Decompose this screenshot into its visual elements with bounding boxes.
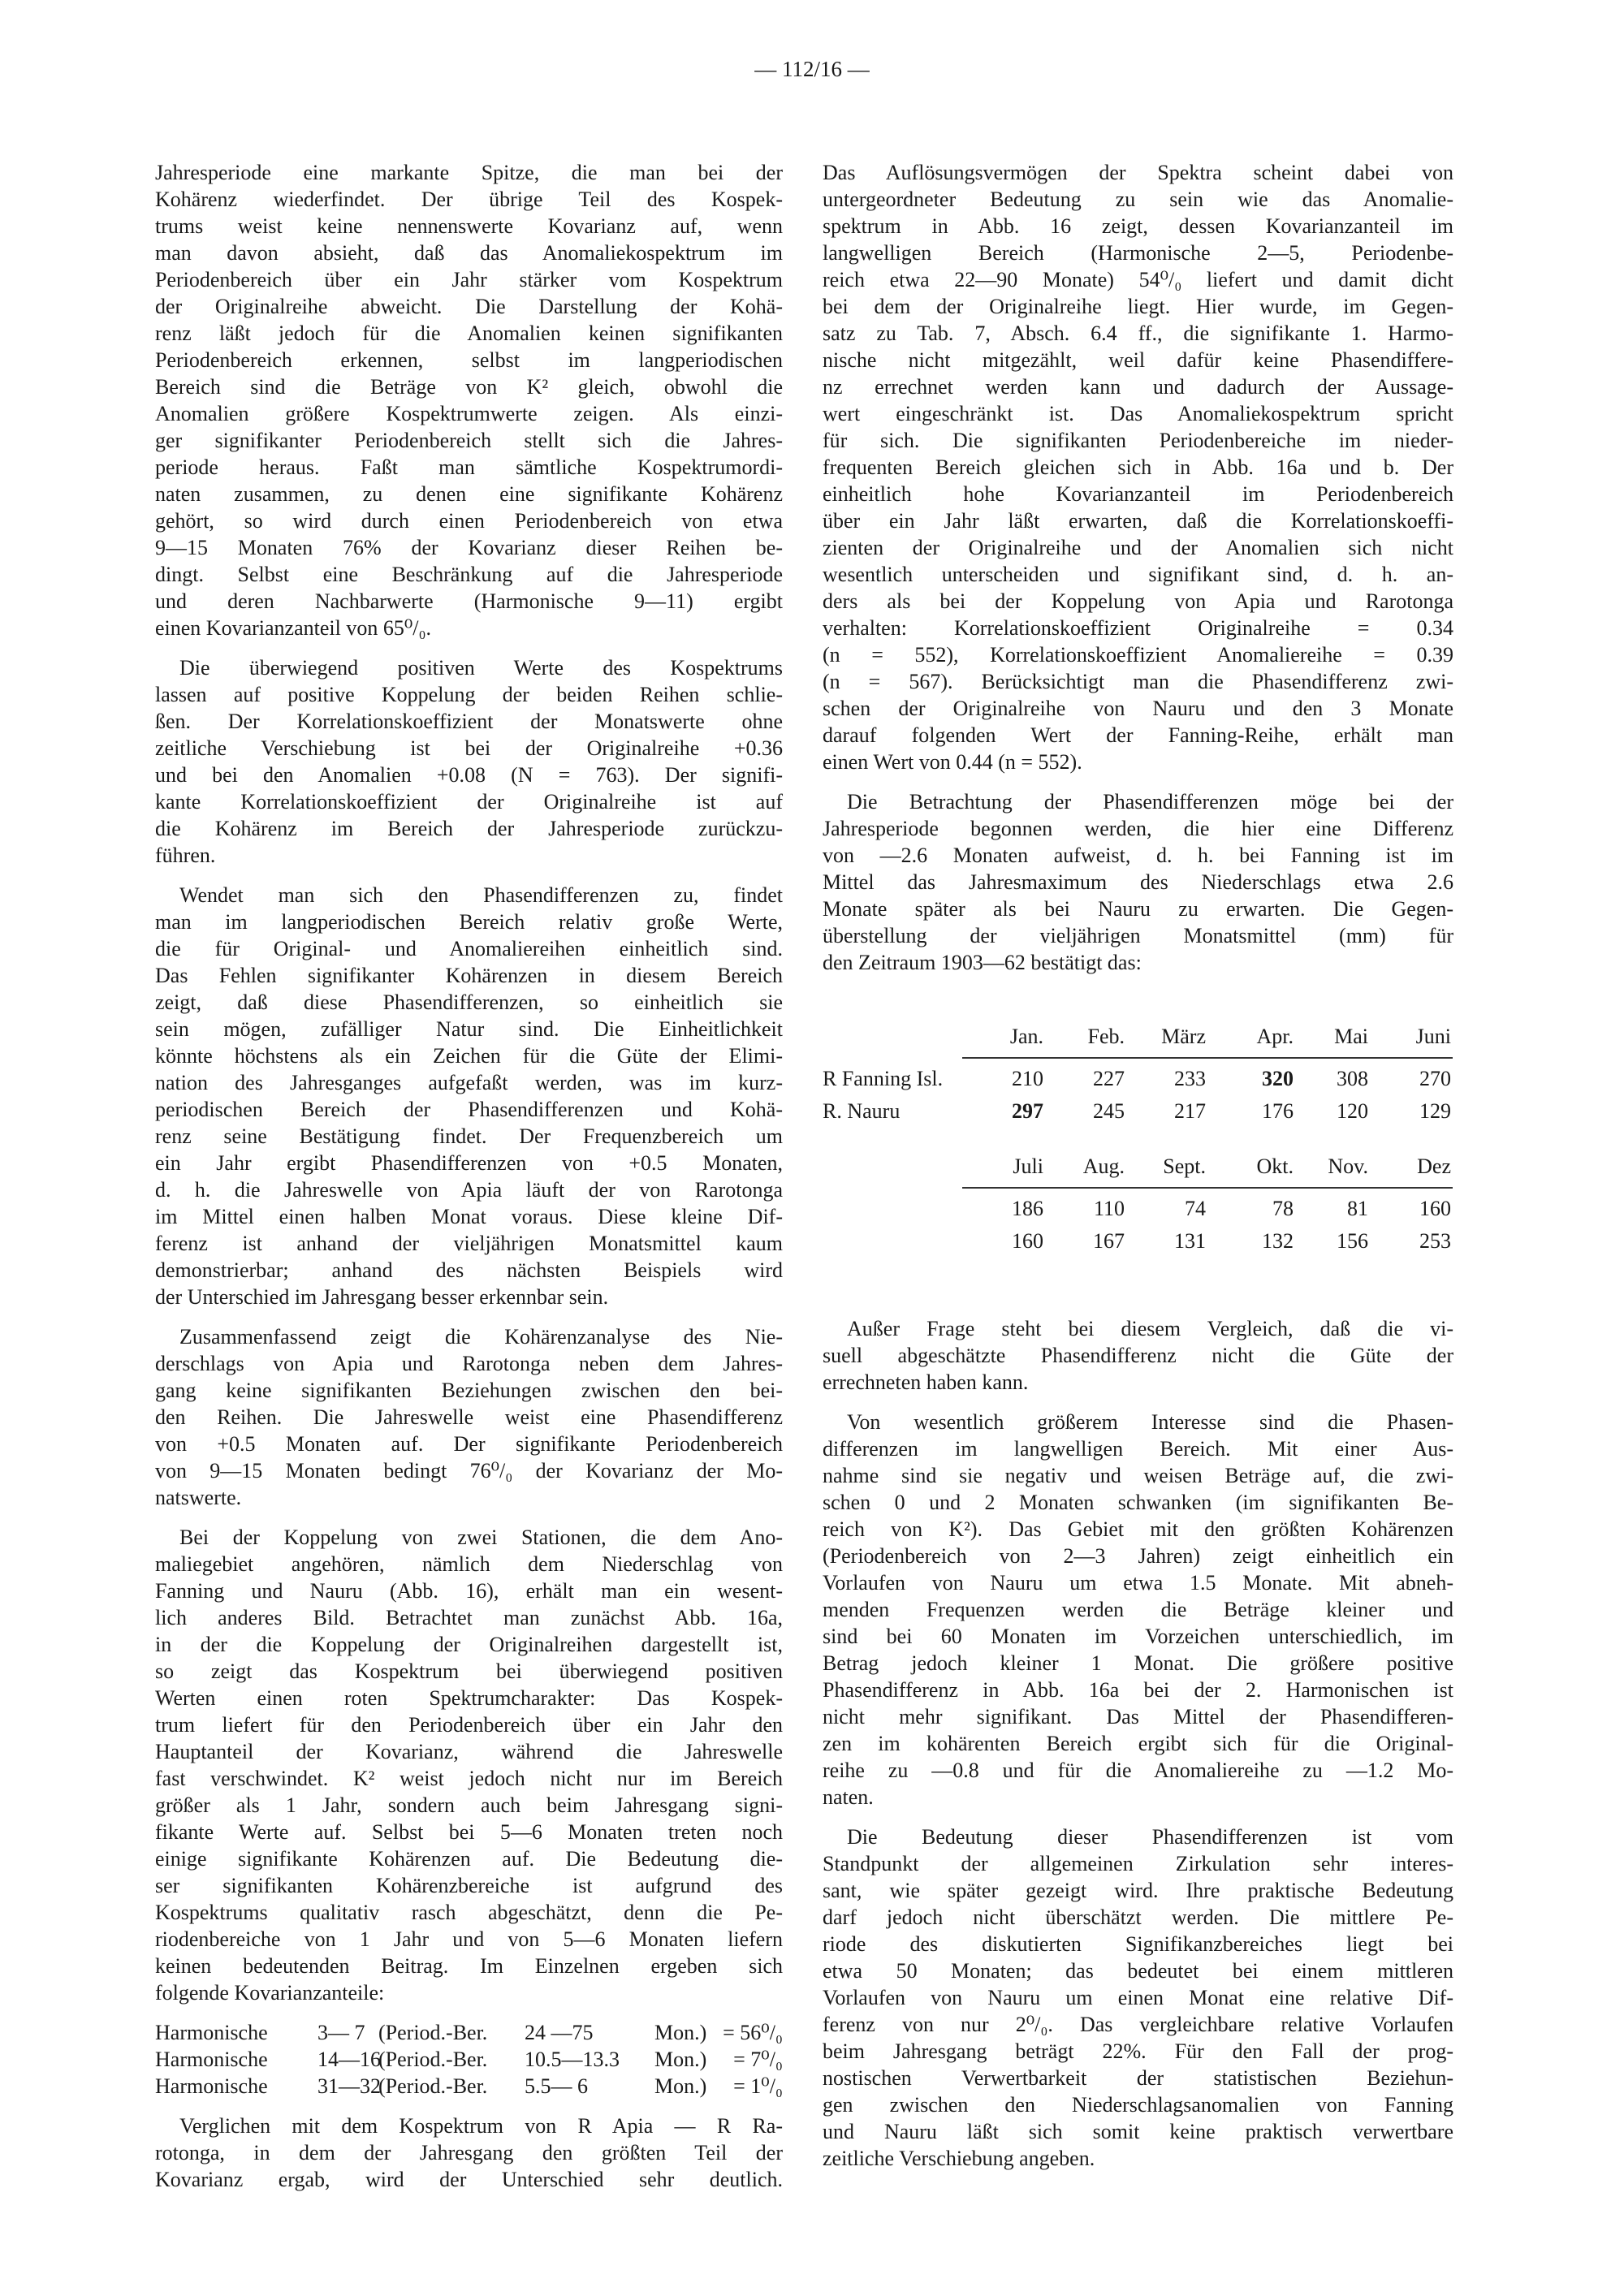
- text-line: renz seine Bestätigung findet. Der Frequenzbereich um: [155, 1124, 783, 1148]
- period-prefix: (Period.-Ber.: [378, 2074, 488, 2098]
- text-line: schen der Originalreihe von Nauru und den 3 Monate: [823, 697, 1453, 720]
- text-line: nostischen Verwertbarkeit der statistischen Beziehun-: [823, 2066, 1453, 2090]
- text-line: den Zeitraum 1903—62 bestätigt das:: [823, 951, 1142, 974]
- text-line: Betrag jedoch kleiner 1 Monat. Die größere positive: [823, 1651, 1453, 1675]
- column-header: Dez: [1417, 1154, 1451, 1178]
- column-header: Mai: [1334, 1025, 1368, 1048]
- text-line: nz errechnet werden kann und dadurch der Aussage-: [823, 375, 1453, 399]
- text-line: differenzen im langwelligen Bereich. Mit einer Aus-: [823, 1437, 1453, 1461]
- covariance-share: = 7⁰/₀: [733, 2048, 783, 2071]
- text-line: reihe zu —0.8 und für die Anomaliereihe zu —1.2 Mo-: [823, 1759, 1453, 1782]
- harmonic-range: 3— 7: [317, 2021, 365, 2044]
- table-cell: 78: [1272, 1197, 1294, 1220]
- text-line: d. h. die Jahreswelle von Apia läuft der von Rarotonga: [155, 1178, 783, 1202]
- table-cell: 74: [1185, 1197, 1206, 1220]
- table-row: [823, 1065, 1453, 1094]
- text-line: zen im kohärenten Bereich ergibt sich für die Original-: [823, 1732, 1453, 1755]
- harmonic-label: Harmonische: [155, 2048, 268, 2071]
- text-line: Kospektrums qualitativ rasch abgeschätzt, denn die Pe-: [155, 1901, 783, 1924]
- text-line: schen 0 und 2 Monaten schwanken (im signifikanten Be-: [823, 1491, 1453, 1514]
- paragraph: [823, 159, 1453, 775]
- text-line: führen.: [155, 844, 216, 867]
- text-line: ein Jahr ergibt Phasendifferenzen von +0.5 Monaten,: [155, 1151, 783, 1175]
- table-cell: 129: [1419, 1099, 1451, 1123]
- text-line: (n = 567). Berücksichtigt man die Phasendifferenz zwi-: [823, 670, 1453, 693]
- column-header: Juli: [1013, 1154, 1043, 1178]
- text-line: und deren Nachbarwerte (Harmonische 9—11) ergibt: [155, 589, 783, 613]
- paragraph: [155, 2113, 783, 2193]
- monthly-means-table: [823, 1023, 1453, 1267]
- text-line: naten.: [823, 1785, 874, 1809]
- text-line: naten zusammen, zu denen eine signifikante Kohärenz: [155, 482, 783, 506]
- text-line: trum liefert für den Periodenbereich über ein Jahr den: [155, 1713, 783, 1737]
- period-unit: Mon.): [654, 2021, 707, 2044]
- text-line: rotonga, in dem der Jahresgang den größten Teil der: [155, 2141, 783, 2164]
- text-line: Das Auflösungsvermögen der Spektra scheint dabei von: [823, 161, 1453, 184]
- text-line: die Kohärenz im Bereich der Jahresperiode zurückzu-: [155, 817, 783, 840]
- text-line: derschlags von Apia und Rarotonga neben dem Jahres-: [155, 1352, 783, 1375]
- text-line: Periodenbereich erkennen, selbst im langperiodischen: [155, 348, 783, 372]
- column-header: März: [1161, 1025, 1206, 1048]
- text-line: Fanning und Nauru (Abb. 16), erhält man ein wesent-: [155, 1579, 783, 1603]
- period-range: 5.5— 6: [525, 2074, 588, 2098]
- text-line: den Reihen. Die Jahreswelle weist eine Phasendifferenz: [155, 1405, 783, 1429]
- text-line: Periodenbereich über ein Jahr stärker vom Kospektrum: [155, 268, 783, 291]
- text-line: untergeordneter Bedeutung zu sein wie das Anomalie-: [823, 188, 1453, 211]
- text-line: fikante Werte auf. Selbst bei 5—6 Monaten treten noch: [155, 1820, 783, 1844]
- text-line: Die überwiegend positiven Werte des Kospektrums: [179, 656, 783, 680]
- period-prefix: (Period.-Ber.: [378, 2021, 488, 2044]
- text-line: frequenten Bereich gleichen sich in Abb. 16a und b. Der: [823, 455, 1453, 479]
- row-label: R Fanning Isl.: [823, 1067, 944, 1090]
- column-header: Nov.: [1328, 1154, 1368, 1178]
- table-cell: 131: [1174, 1229, 1206, 1253]
- table-cell: 176: [1262, 1099, 1294, 1123]
- paragraph: [155, 1323, 783, 1511]
- period-unit: Mon.): [654, 2074, 707, 2098]
- period-unit: Mon.): [654, 2048, 707, 2071]
- text-line: gang keine signifikanten Beziehungen zwischen den bei-: [155, 1379, 783, 1402]
- table-cell: 132: [1262, 1229, 1294, 1253]
- text-line: einheitlich hohe Kovarianzanteil im Periodenbereich: [823, 482, 1453, 506]
- text-line: Phasendifferenz in Abb. 16a bei der 2. Harmonischen ist: [823, 1678, 1453, 1702]
- text-line: im Mittel einen halben Monat voraus. Diese kleine Dif-: [155, 1205, 783, 1228]
- text-line: beim Jahresgang beträgt 22%. Für den Fall der prog-: [823, 2039, 1453, 2063]
- text-line: 9—15 Monaten 76% der Kovarianz dieser Reihen be-: [155, 536, 783, 559]
- text-line: Bei der Koppelung von zwei Stationen, die dem Ano-: [179, 1526, 783, 1549]
- column-header: Juni: [1415, 1025, 1451, 1048]
- text-line: etwa 50 Monaten; das bedeutet bei einem mittleren: [823, 1959, 1453, 1983]
- text-line: von 9—15 Monaten bedingt 76⁰/₀ der Kovarianz der Mo-: [155, 1459, 783, 1482]
- text-line: sant, wie später gezeigt wird. Ihre praktische Bedeutung: [823, 1879, 1453, 1902]
- table-cell: 156: [1337, 1229, 1368, 1253]
- text-line: Werten einen roten Spektrumcharakter: Das Kospek-: [155, 1686, 783, 1710]
- period-prefix: (Period.-Ber.: [378, 2048, 488, 2071]
- text-line: Wendet man sich den Phasendifferenzen zu, findet: [179, 883, 783, 907]
- text-line: in der die Koppelung der Originalreihen dargestellt ist,: [155, 1633, 783, 1656]
- harmonic-range: 14—16: [317, 2048, 381, 2071]
- harmonics-row: [155, 2073, 783, 2100]
- text-line: Zusammenfassend zeigt die Kohärenzanalyse des Nie-: [179, 1325, 783, 1349]
- text-line: riode des diskutierten Signifikanzbereiches liegt bei: [823, 1932, 1453, 1956]
- text-line: von —2.6 Monaten aufweist, d. h. bei Fanning ist im: [823, 844, 1453, 867]
- text-line: Hauptanteil der Kovarianz, während die Jahreswelle: [155, 1740, 783, 1763]
- left-column: [155, 159, 783, 2206]
- text-line: trums weist keine nennenswerte Kovarianz auf, wenn: [155, 214, 783, 238]
- text-line: Kovarianz ergab, wird der Unterschied sehr deutlich.: [155, 2168, 783, 2191]
- text-line: Anomalien größere Kospektrumwerte zeigen. Als einzi-: [155, 402, 783, 425]
- text-line: überstellung der vieljährigen Monatsmittel (mm) für: [823, 924, 1453, 947]
- text-line: (n = 552), Korrelationskoeffizient Anomaliereihe = 0.39: [823, 643, 1453, 667]
- table-row: [823, 1098, 1453, 1127]
- paragraph: [823, 1823, 1453, 2172]
- text-line: Mittel das Jahresmaximum des Niederschlags etwa 2.6: [823, 870, 1453, 894]
- text-line: darauf folgenden Wert der Fanning-Reihe, erhält man: [823, 723, 1453, 747]
- table-cell: 227: [1093, 1067, 1125, 1090]
- text-line: Verglichen mit dem Kospektrum von R Apia — R Ra-: [179, 2114, 783, 2138]
- covariance-share: = 56⁰/₀: [723, 2021, 783, 2044]
- text-line: Standpunkt der allgemeinen Zirkulation sehr interes-: [823, 1852, 1453, 1875]
- text-line: so zeigt das Kospektrum bei überwiegend positiven: [155, 1659, 783, 1683]
- text-line: nicht mehr signifikant. Das Mittel der Phasendifferen-: [823, 1705, 1453, 1728]
- text-line: über ein Jahr läßt erwarten, daß die Korrelationskoeffi-: [823, 509, 1453, 533]
- harmonics-row: [155, 2019, 783, 2046]
- text-line: einige signifikante Kohärenzen auf. Die Bedeutung die-: [155, 1847, 783, 1871]
- text-line: keinen bedeutenden Beitrag. Im Einzelnen ergeben sich: [155, 1954, 783, 1978]
- text-line: satz zu Tab. 7, Absch. 6.4 ff., die signifikante 1. Harmo-: [823, 322, 1453, 345]
- paragraph: [823, 1409, 1453, 1810]
- table-row: [823, 1195, 1453, 1224]
- paragraph: [155, 1524, 783, 2006]
- text-line: einen Kovarianzanteil von 65⁰/₀.: [155, 616, 432, 640]
- text-line: zeigt, daß diese Phasendifferenzen, so einheitlich sie: [155, 990, 783, 1014]
- text-line: Monate später als bei Nauru zu erwarten. Die Gegen-: [823, 897, 1453, 921]
- text-line: gehört, so wird durch einen Periodenbereich von etwa: [155, 509, 783, 533]
- text-line: reich von K²). Das Gebiet mit den größten Kohärenzen: [823, 1517, 1453, 1541]
- text-line: dingt. Selbst eine Beschränkung auf die Jahresperiode: [155, 563, 783, 586]
- column-header: Feb.: [1087, 1025, 1125, 1048]
- text-line: errechneten haben kann.: [823, 1370, 1029, 1394]
- period-range: 24 —75: [525, 2021, 594, 2044]
- text-line: könnte höchstens als ein Zeichen für die Güte der Elimi-: [155, 1044, 783, 1068]
- text-line: nische nicht mitgezählt, weil dafür keine Phasendiffere-: [823, 348, 1453, 372]
- text-line: für sich. Die signifikanten Periodenbereiche im nieder-: [823, 429, 1453, 452]
- text-line: ser signifikanten Kohärenzbereiche ist aufgrund des: [155, 1874, 783, 1897]
- table-cell: 120: [1337, 1099, 1368, 1123]
- text-line: man im langperiodischen Bereich relativ große Werte,: [155, 910, 783, 934]
- text-line: fast verschwindet. K² weist jedoch nicht nur im Bereich: [155, 1767, 783, 1790]
- text-line: darf jedoch nicht überschätzt werden. Die mittlere Pe-: [823, 1905, 1453, 1929]
- table-rule: [962, 1057, 1453, 1059]
- text-line: größer als 1 Jahr, sondern auch beim Jahresgang signi-: [155, 1793, 783, 1817]
- period-range: 10.5—13.3: [525, 2048, 620, 2071]
- text-line: von +0.5 Monaten auf. Der signifikante Periodenbereich: [155, 1432, 783, 1456]
- text-line: bei dem der Originalreihe liegt. Hier wurde, im Gegen-: [823, 295, 1453, 318]
- text-line: Kohärenz wiederfindet. Der übrige Teil des Kospek-: [155, 188, 783, 211]
- text-line: und Nauru läßt sich somit keine praktisch verwertbare: [823, 2120, 1453, 2143]
- table-cell: 160: [1419, 1197, 1451, 1220]
- text-line: ferenz ist anhand der vieljährigen Monatsmittel kaum: [155, 1232, 783, 1255]
- text-line: sind bei 60 Monaten im Vorzeichen unterschiedlich, im: [823, 1625, 1453, 1648]
- text-line: ders als bei der Koppelung von Apia und Rarotonga: [823, 589, 1453, 613]
- table-cell: 320: [1262, 1067, 1294, 1090]
- text-line: nation des Jahresganges aufgefaßt werden, was im kurz-: [155, 1071, 783, 1094]
- column-header: Aug.: [1082, 1154, 1125, 1178]
- paragraph: [155, 882, 783, 1310]
- text-line: Vorlaufen von Nauru um etwa 1.5 Monate. Mit abneh-: [823, 1571, 1453, 1595]
- text-line: man davon absieht, daß das Anomaliekospektrum im: [155, 241, 783, 265]
- text-line: langwelligen Bereich (Harmonische 2—5, Periodenbe-: [823, 241, 1453, 265]
- text-line: demonstrierbar; anhand des nächsten Beispiels wird: [155, 1258, 783, 1282]
- text-line: periode heraus. Faßt man sämtliche Kospektrumordi-: [155, 455, 783, 479]
- text-line: die für Original- und Anomaliereihen einheitlich sind.: [155, 937, 783, 960]
- harmonics-row: [155, 2046, 783, 2073]
- text-line: lassen auf positive Koppelung der beiden Reihen schlie-: [155, 683, 783, 706]
- text-line: Die Bedeutung dieser Phasendifferenzen ist vom: [847, 1825, 1453, 1849]
- text-line: renz läßt jedoch für die Anomalien keinen signifikanten: [155, 322, 783, 345]
- table-cell: 167: [1093, 1229, 1125, 1253]
- text-line: lich anderes Bild. Betrachtet man zunächst Abb. 16a,: [155, 1606, 783, 1629]
- text-line: Jahresperiode eine markante Spitze, die man bei der: [155, 161, 783, 184]
- table-cell: 308: [1337, 1067, 1368, 1090]
- text-line: riodenbereiche von 1 Jahr und von 5—6 Monaten liefern: [155, 1927, 783, 1951]
- text-line: der Unterschied im Jahresgang besser erkennbar sein.: [155, 1285, 609, 1309]
- text-line: spektrum in Abb. 16 zeigt, dessen Kovarianzanteil im: [823, 214, 1453, 238]
- covariance-share: = 1⁰/₀: [733, 2074, 783, 2098]
- text-line: zeitliche Verschiebung angeben.: [823, 2147, 1095, 2170]
- text-line: maliegebiet angehören, nämlich dem Niederschlag von: [155, 1552, 783, 1576]
- harmonic-label: Harmonische: [155, 2021, 268, 2044]
- table-cell: 253: [1419, 1229, 1451, 1253]
- text-line: gen zwischen den Niederschlagsanomalien von Fanning: [823, 2093, 1453, 2117]
- text-line: ger signifikanter Periodenbereich stellt sich die Jahres-: [155, 429, 783, 452]
- text-line: natswerte.: [155, 1486, 242, 1509]
- text-line: Von wesentlich größerem Interesse sind die Phasen-: [847, 1410, 1453, 1434]
- text-line: Außer Frage steht bei diesem Vergleich, daß die vi-: [847, 1317, 1453, 1340]
- table-cell: 297: [1012, 1099, 1043, 1123]
- table-cell: 245: [1093, 1099, 1125, 1123]
- table-cell: 186: [1012, 1197, 1043, 1220]
- table-cell: 217: [1174, 1099, 1206, 1123]
- text-line: suell abgeschätzte Phasendifferenz nicht die Güte der: [823, 1344, 1453, 1367]
- text-line: Die Betrachtung der Phasendifferenzen möge bei der: [847, 790, 1453, 814]
- right-column: [823, 159, 1453, 2185]
- text-line: wert eingeschränkt ist. Das Anomaliekospektrum spricht: [823, 402, 1453, 425]
- harmonics-list: [155, 2019, 783, 2100]
- paragraph: [823, 788, 1453, 976]
- text-line: Vorlaufen von Nauru um einen Monat eine relative Dif-: [823, 1986, 1453, 2009]
- text-line: wesentlich unterscheiden und signifikant sind, d. h. an-: [823, 563, 1453, 586]
- text-line: der Originalreihe abweicht. Die Darstellung der Kohä-: [155, 295, 783, 318]
- text-line: Das Fehlen signifikanter Kohärenzen in diesem Bereich: [155, 964, 783, 987]
- table-row: [823, 1228, 1453, 1257]
- harmonic-range: 31—32: [317, 2074, 381, 2098]
- column-header: Sept.: [1163, 1154, 1206, 1178]
- text-line: Bereich sind die Beträge von K² gleich, obwohl die: [155, 375, 783, 399]
- text-line: zeitliche Verschiebung ist bei der Originalreihe +0.36: [155, 736, 783, 760]
- text-line: verhalten: Korrelationskoeffizient Originalreihe = 0.34: [823, 616, 1453, 640]
- text-line: reich etwa 22—90 Monate) 54⁰/₀ liefert und damit dicht: [823, 268, 1453, 291]
- text-line: menden Frequenzen werden die Beträge kleiner und: [823, 1598, 1453, 1621]
- text-line: ßen. Der Korrelationskoeffizient der Monatswerte ohne: [155, 710, 783, 733]
- text-line: folgende Kovarianzanteile:: [155, 1981, 385, 2005]
- column-header: Jan.: [1009, 1025, 1043, 1048]
- table-cell: 110: [1093, 1197, 1125, 1220]
- page-number-header: — 112/16 —: [754, 57, 870, 81]
- text-line: ferenz von nur 2⁰/₀. Das vergleichbare relative Vorlaufen: [823, 2013, 1453, 2036]
- text-line: (Periodenbereich von 2—3 Jahren) zeigt einheitlich ein: [823, 1544, 1453, 1568]
- paragraph: [155, 159, 783, 641]
- column-header: Apr.: [1256, 1025, 1294, 1048]
- text-line: periodischen Bereich der Phasendifferenzen und Kohä-: [155, 1098, 783, 1121]
- harmonic-label: Harmonische: [155, 2074, 268, 2098]
- text-line: nahme sind sie negativ und weisen Beträge auf, die zwi-: [823, 1464, 1453, 1487]
- table-header-row: [823, 1023, 1453, 1052]
- row-label: R. Nauru: [823, 1099, 901, 1123]
- paragraph: [155, 654, 783, 869]
- table-cell: 270: [1419, 1067, 1451, 1090]
- text-line: Jahresperiode begonnen werden, die hier eine Differenz: [823, 817, 1453, 840]
- text-line: einen Wert von 0.44 (n = 552).: [823, 750, 1082, 774]
- column-header: Okt.: [1256, 1154, 1294, 1178]
- table-rule: [962, 1187, 1453, 1189]
- text-line: sein mögen, zufälliger Natur sind. Die Einheitlichkeit: [155, 1017, 783, 1041]
- table-cell: 81: [1347, 1197, 1368, 1220]
- table-header-row: [823, 1153, 1453, 1182]
- text-line: zienten der Originalreihe und der Anomalien sich nicht: [823, 536, 1453, 559]
- text-line: und bei den Anomalien +0.08 (N = 763). Der signifi-: [155, 763, 783, 787]
- table-cell: 210: [1012, 1067, 1043, 1090]
- table-cell: 233: [1174, 1067, 1206, 1090]
- table-cell: 160: [1012, 1229, 1043, 1253]
- text-line: kante Korrelationskoeffizient der Originalreihe ist auf: [155, 790, 783, 814]
- paragraph: [823, 1315, 1453, 1396]
